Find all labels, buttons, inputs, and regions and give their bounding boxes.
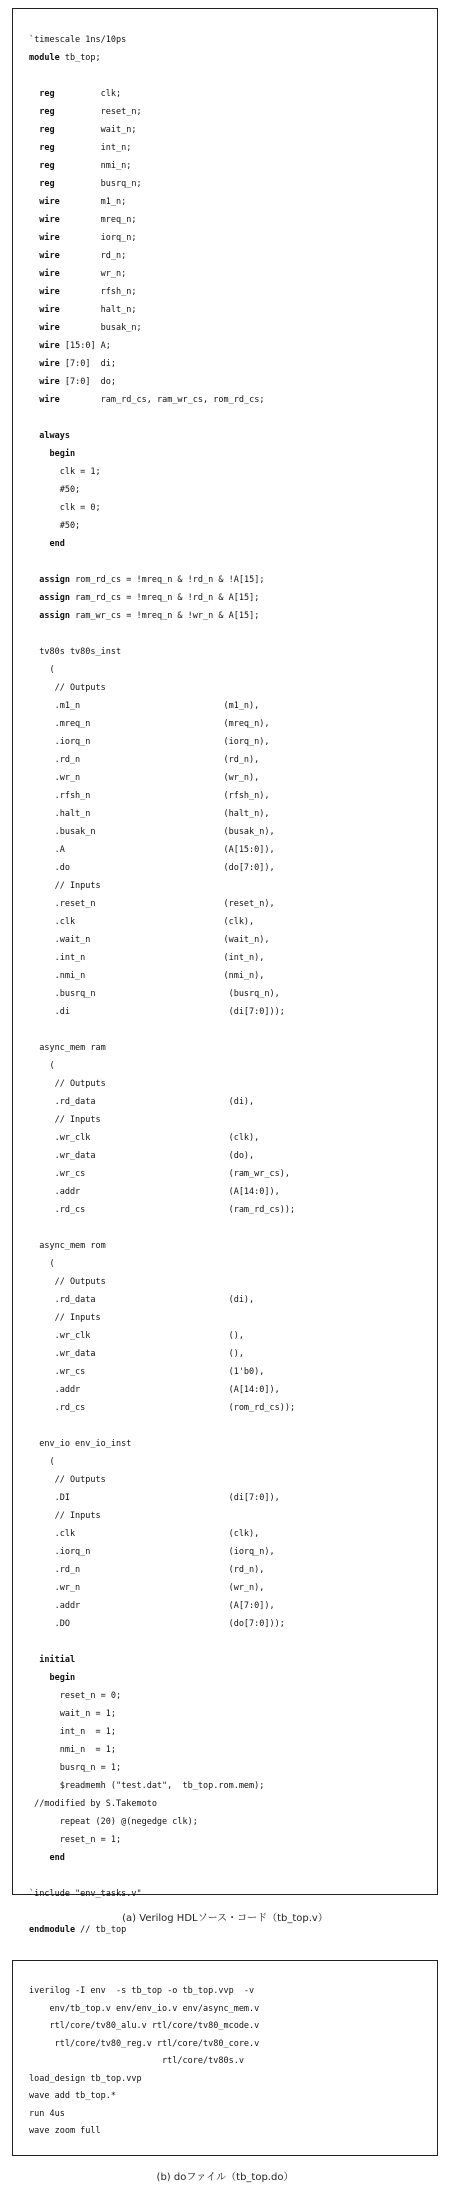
- code-line: // Inputs: [29, 881, 101, 891]
- code-line: reg reset_n;: [39, 107, 142, 117]
- code-line: reg wait_n;: [39, 125, 137, 135]
- code-line: reset_n = 0;: [29, 1691, 122, 1701]
- code-line: [29, 67, 295, 85]
- code-line: .wr_cs (ram_wr_cs),: [29, 1169, 290, 1179]
- code-line: async_mem rom: [29, 1241, 106, 1251]
- code-line: .busrq_n (busrq_n),: [29, 989, 280, 999]
- code-line: reg busrq_n;: [39, 179, 142, 189]
- code-line: // Outputs: [29, 1277, 106, 1287]
- code-line: .wr_data (),: [29, 1349, 244, 1359]
- code-line: assign ram_rd_cs = !mreq_n & !rd_n & A[15];: [39, 593, 260, 603]
- code-line: [29, 1219, 295, 1237]
- verilog-source-code: [29, 31, 295, 1939]
- code-line: [29, 1633, 295, 1651]
- code-line: .DI (di[7:0]),: [29, 1493, 280, 1503]
- code-line: // Outputs: [29, 1079, 106, 1089]
- do-file-code: [29, 1983, 259, 2141]
- code-line: .wr_clk (),: [29, 1331, 244, 1341]
- code-line: wire ram_rd_cs, ram_wr_cs, rom_rd_cs;: [39, 395, 265, 405]
- code-line: .rd_n (rd_n),: [29, 755, 260, 765]
- code-line: .do (do[7:0]),: [29, 863, 275, 873]
- code-line: begin: [49, 449, 76, 459]
- code-line: wave add tb_top.*: [29, 2091, 116, 2101]
- code-line: `timescale 1ns/10ps: [29, 35, 127, 45]
- code-line: reset_n = 1;: [29, 1835, 122, 1845]
- caption-do-file: (b) doファイル（tb_top.do）: [156, 2172, 294, 2183]
- code-line: .rd_data (di),: [29, 1097, 255, 1107]
- code-line: .busak_n (busak_n),: [29, 827, 275, 837]
- code-line: #50;: [29, 485, 81, 495]
- code-line: wait_n = 1;: [29, 1709, 116, 1719]
- code-line: .addr (A[14:0]),: [29, 1385, 280, 1395]
- code-line: .halt_n (halt_n),: [29, 809, 270, 819]
- code-line: .iorq_n (iorq_n),: [29, 1547, 275, 1557]
- code-line: .di (di[7:0]));: [29, 1007, 285, 1017]
- code-line: endmodule // tb_top: [29, 1925, 127, 1935]
- code-line: run 4us: [29, 2108, 65, 2119]
- code-line: [29, 1867, 295, 1885]
- code-line: nmi_n = 1;: [29, 1745, 116, 1755]
- code-line: wire mreq_n;: [39, 215, 137, 225]
- code-line: .wr_clk (clk),: [29, 1133, 260, 1143]
- code-line: .wr_n (wr_n),: [29, 1583, 265, 1593]
- code-line: [29, 1417, 295, 1435]
- code-line: .clk (clk),: [29, 1529, 260, 1539]
- code-line: .iorq_n (iorq_n),: [29, 737, 270, 747]
- code-line: reg clk;: [39, 89, 122, 99]
- code-line: assign ram_wr_cs = !mreq_n & !wr_n & A[15];: [39, 611, 260, 621]
- code-line: busrq_n = 1;: [29, 1763, 122, 1773]
- code-line: .reset_n (reset_n),: [29, 899, 275, 909]
- code-line: clk = 1;: [29, 467, 101, 477]
- code-line: async_mem ram: [29, 1043, 106, 1053]
- code-line: initial: [39, 1655, 76, 1665]
- code-line: (: [29, 665, 55, 675]
- code-line: wire [7:0] di;: [39, 359, 117, 369]
- code-line: wire rfsh_n;: [39, 287, 137, 297]
- code-line: [29, 409, 295, 427]
- code-line: [29, 625, 295, 643]
- do-file-listing-frame: [12, 1960, 438, 2156]
- code-line: // Outputs: [29, 683, 106, 693]
- code-line: // Inputs: [29, 1115, 101, 1125]
- code-line: .rd_cs (rom_rd_cs));: [29, 1403, 296, 1413]
- code-line: (: [29, 1457, 55, 1467]
- code-line: .A (A[15:0]),: [29, 845, 275, 855]
- code-line: env_io env_io_inst: [29, 1439, 132, 1449]
- code-line: .m1_n (m1_n),: [29, 701, 260, 711]
- code-line: // Inputs: [29, 1511, 101, 1521]
- code-line: wire wr_n;: [39, 269, 127, 279]
- code-line: .rd_n (rd_n),: [29, 1565, 265, 1575]
- code-line: #50;: [29, 521, 81, 531]
- code-line: .wr_n (wr_n),: [29, 773, 260, 783]
- code-line: .wr_cs (1'b0),: [29, 1367, 265, 1377]
- code-line: wire [15:0] A;: [39, 341, 111, 351]
- code-line: [29, 1021, 295, 1039]
- code-line: $readmemh ("test.dat", tb_top.rom.mem);: [29, 1781, 265, 1791]
- code-line: (: [29, 1061, 55, 1071]
- code-line: wire halt_n;: [39, 305, 137, 315]
- code-line: .rd_data (di),: [29, 1295, 255, 1305]
- code-line: rtl/core/tv80s.v: [29, 2056, 244, 2066]
- code-line: always: [39, 431, 70, 441]
- code-line: wire [7:0] do;: [39, 377, 117, 387]
- code-line: wave zoom full: [29, 2126, 101, 2136]
- code-line: int_n = 1;: [29, 1727, 116, 1737]
- code-line: wire rd_n;: [39, 251, 127, 261]
- code-line: end: [49, 1853, 65, 1863]
- code-line: .wait_n (wait_n),: [29, 935, 270, 945]
- code-line: `include "env_tasks.v": [29, 1889, 142, 1899]
- code-line: wire busak_n;: [39, 323, 142, 333]
- code-line: repeat (20) @(negedge clk);: [29, 1817, 198, 1827]
- code-line: end: [49, 539, 65, 549]
- code-line: wire m1_n;: [39, 197, 127, 207]
- code-line: .int_n (int_n),: [29, 953, 265, 963]
- code-line: .rd_cs (ram_rd_cs));: [29, 1205, 296, 1215]
- code-line: begin: [49, 1673, 76, 1683]
- code-line: .nmi_n (nmi_n),: [29, 971, 265, 981]
- code-line: rtl/core/tv80_alu.v rtl/core/tv80_mcode.v: [29, 2021, 260, 2031]
- code-line: tv80s tv80s_inst: [29, 647, 122, 657]
- code-line: .wr_data (do),: [29, 1151, 255, 1161]
- code-line: // Outputs: [29, 1475, 106, 1485]
- code-line: assign rom_rd_cs = !mreq_n & !rd_n & !A[15];: [39, 575, 265, 585]
- code-line: .rfsh_n (rfsh_n),: [29, 791, 270, 801]
- code-line: clk = 0;: [29, 503, 101, 513]
- code-line: env/tb_top.v env/env_io.v env/async_mem.v: [29, 2003, 260, 2014]
- code-line: .addr (A[14:0]),: [29, 1187, 280, 1197]
- code-line: iverilog -I env -s tb_top -o tb_top.vvp -v: [29, 1986, 255, 1996]
- code-line: .mreq_n (mreq_n),: [29, 719, 270, 729]
- code-line: rtl/core/tv80_reg.v rtl/core/tv80_core.v: [29, 2038, 260, 2049]
- code-line: load_design tb_top.vvp: [29, 2073, 142, 2084]
- code-line: (: [29, 1259, 55, 1269]
- code-line: wire iorq_n;: [39, 233, 137, 243]
- code-line: .DO (do[7:0]));: [29, 1619, 285, 1629]
- code-line: reg int_n;: [39, 143, 132, 153]
- code-line: [29, 553, 295, 571]
- code-line: reg nmi_n;: [39, 161, 132, 171]
- code-line: .addr (A[7:0]),: [29, 1601, 275, 1611]
- caption-verilog-source: (a) Verilog HDLソース・コード（tb_top.v）: [122, 1913, 328, 1924]
- code-line: //modified by S.Takemoto: [29, 1799, 157, 1809]
- code-line: // Inputs: [29, 1313, 101, 1323]
- code-line: module tb_top;: [29, 53, 101, 63]
- code-line: .clk (clk),: [29, 917, 255, 927]
